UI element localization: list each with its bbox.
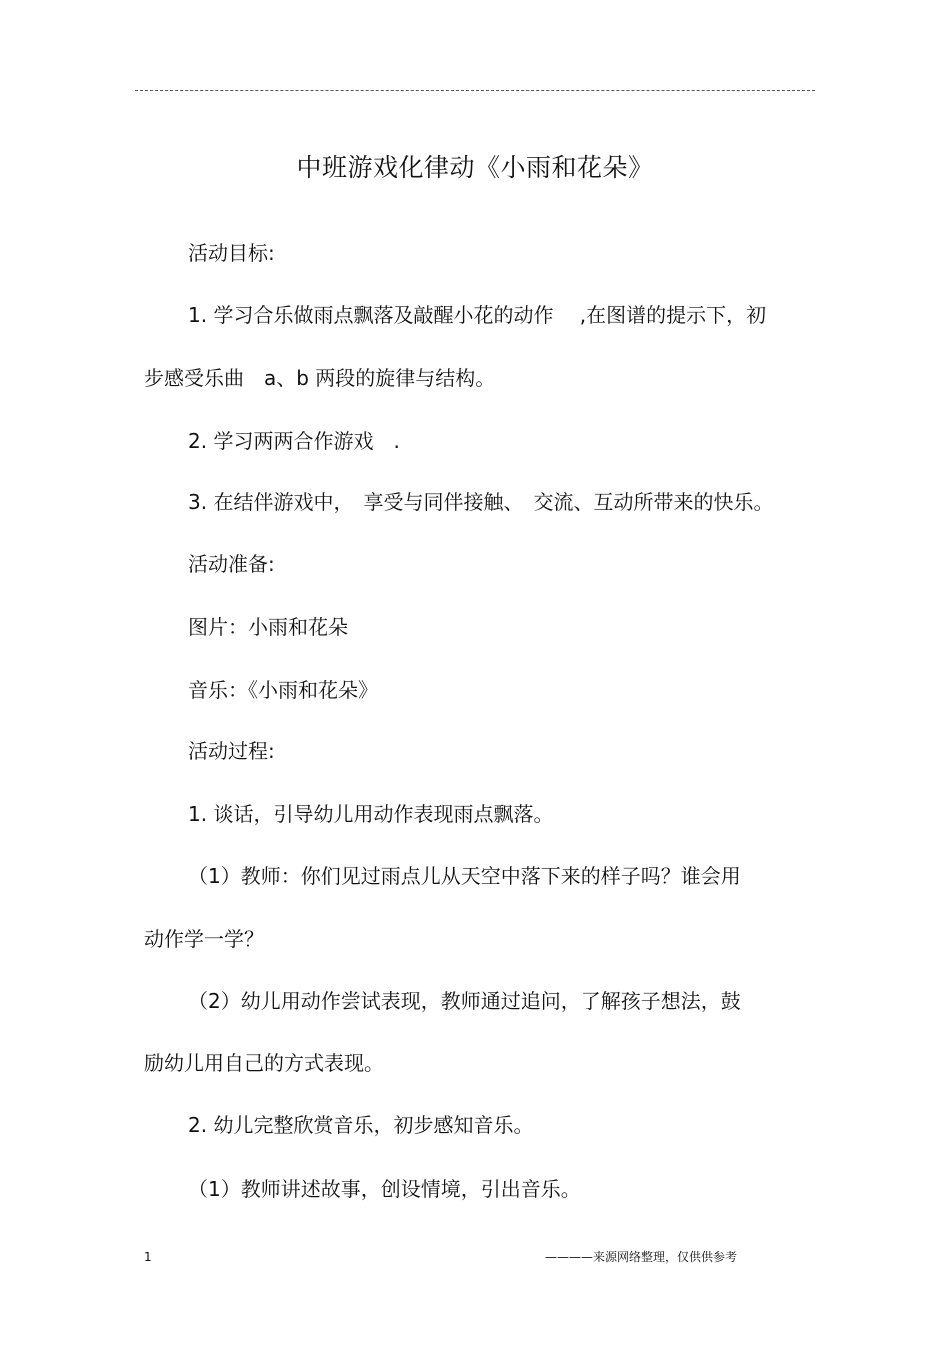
paragraph-line: 2. 学习两两合作游戏 . [188,429,400,453]
paragraph-line: 音乐：《小雨和花朵》 [188,678,378,702]
paragraph-line: 图片：小雨和花朵 [188,615,348,639]
paragraph-line: 1. 谈话，引导幼儿用动作表现雨点飘落。 [188,802,554,826]
document-title: 中班游戏化律动《小雨和花朵》 [296,153,654,182]
paragraph-line: 步感受乐曲 a、b 两段的旋律与结构。 [144,366,496,390]
paragraph-line: 励幼儿用自己的方式表现。 [144,1051,384,1075]
paragraph-line: 3. 在结伴游戏中， 享受与同伴接触、 交流、互动所带来的快乐。 [188,490,774,514]
page-number: 1 [144,1250,152,1264]
header-divider [135,90,815,91]
paragraph-line: （2）幼儿用动作尝试表现，教师通过追问，了解孩子想法，鼓 [188,989,741,1013]
paragraph-line: 1. 学习合乐做雨点飘落及敲醒小花的动作 ,在图谱的提示下，初 [188,303,767,327]
paragraph-line: 2. 幼儿完整欣赏音乐，初步感知音乐。 [188,1113,534,1137]
footer-note: ————来源网络整理，仅供供参考 [545,1250,738,1264]
section-heading-process: 活动过程: [188,739,275,763]
section-heading-goals: 活动目标: [188,241,275,265]
paragraph-line: （1）教师讲述故事，创设情境，引出音乐。 [188,1177,581,1201]
paragraph-line: 动作学一学？ [144,927,264,951]
paragraph-line: （1）教师：你们见过雨点儿从天空中落下来的样子吗？谁会用 [188,864,741,888]
section-heading-preparation: 活动准备: [188,552,275,576]
